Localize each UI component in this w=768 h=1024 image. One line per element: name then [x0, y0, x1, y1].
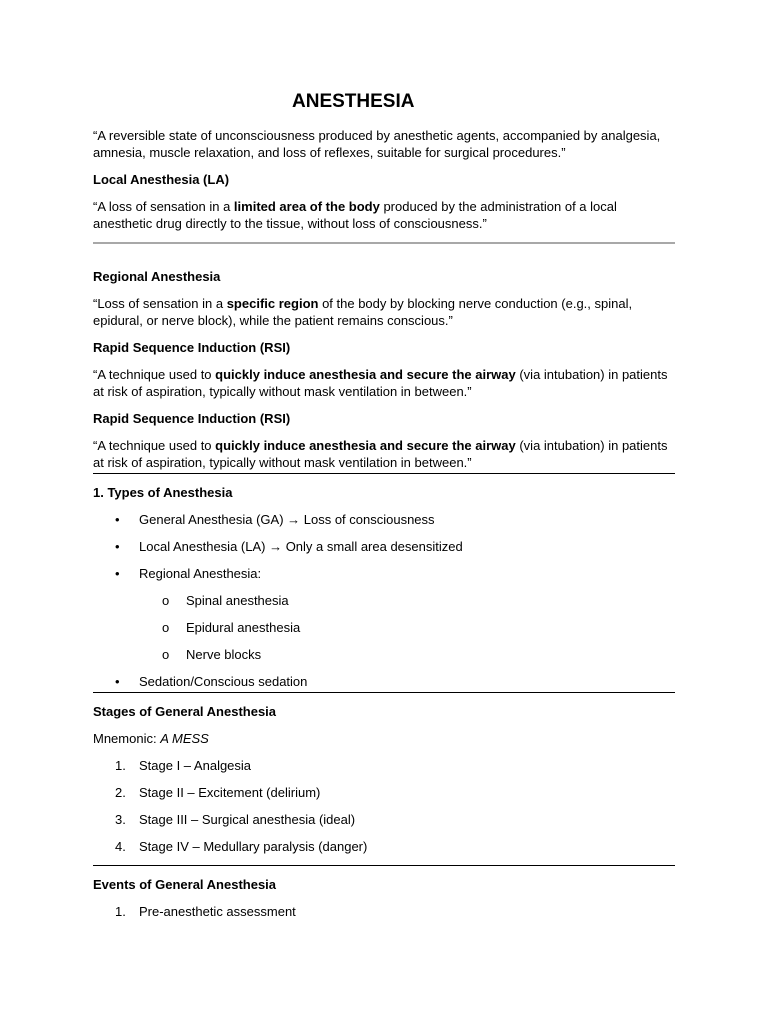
bullet-icon: • [115, 539, 120, 554]
list-item: • Local Anesthesia (LA) → Only a small area desensitized [115, 539, 463, 554]
rsi-heading: Rapid Sequence Induction (RSI) [93, 411, 291, 426]
local-anesthesia-definition: “A loss of sensation in a limited area of the body produced by the administration of a local anesthetic drug directly to the tissue, without loss of consciousness.” [93, 199, 617, 231]
circle-bullet-icon: o [162, 620, 170, 635]
sub-list-item: o Spinal anesthesia [162, 593, 289, 608]
sub-list-item: o Epidural anesthesia [162, 620, 301, 635]
section-divider [93, 865, 675, 866]
circle-bullet-icon: o [162, 593, 170, 608]
rsi-definition: “A technique used to quickly induce anesthesia and secure the airway (via intubation) in patients at risk of aspiration, typically without mask ventilation in between.” [93, 367, 668, 399]
list-item: • General Anesthesia (GA) → Loss of consciousness [115, 512, 435, 527]
list-item: • Regional Anesthesia: [115, 566, 262, 581]
section-divider [93, 473, 675, 474]
document-body [93, 88, 675, 930]
list-item: 2. Stage II – Excitement (delirium) [115, 785, 321, 800]
bullet-icon: • [115, 512, 120, 527]
circle-bullet-icon: o [162, 647, 170, 662]
bullet-icon: • [115, 674, 120, 689]
events-heading: Events of General Anesthesia [93, 877, 277, 892]
sub-list-item: o Nerve blocks [162, 647, 262, 662]
page-title: ANESTHESIA [292, 91, 415, 112]
bullet-icon: • [115, 566, 120, 581]
section-divider [93, 242, 675, 244]
regional-anesthesia-heading: Regional Anesthesia [93, 269, 221, 284]
regional-anesthesia-definition: “Loss of sensation in a specific region of the body by blocking nerve conduction (e.g., spinal, epidural, or nerve block), while the patient remains conscious.” [93, 296, 633, 328]
types-heading: 1. Types of Anesthesia [93, 485, 233, 500]
list-item: 3. Stage III – Surgical anesthesia (ideal) [115, 812, 356, 827]
list-item: 4. Stage IV – Medullary paralysis (danger) [115, 839, 368, 854]
mnemonic: Mnemonic: A MESS [93, 731, 209, 746]
list-item: 1. Stage I – Analgesia [115, 758, 252, 773]
stages-heading: Stages of General Anesthesia [93, 704, 277, 719]
list-item: • Sedation/Conscious sedation [115, 674, 308, 689]
list-item: 1. Pre-anesthetic assessment [115, 904, 296, 919]
rsi-heading: Rapid Sequence Induction (RSI) [93, 340, 291, 355]
rsi-definition: “A technique used to quickly induce anesthesia and secure the airway (via intubation) in patients at risk of aspiration, typically without mask ventilation in between.” [93, 438, 668, 470]
anesthesia-definition: “A reversible state of unconsciousness produced by anesthetic agents, accompanied by analgesia, amnesia, muscle relaxation, and loss of reflexes, suitable for surgical procedures.” [93, 128, 661, 160]
section-divider [93, 692, 675, 693]
local-anesthesia-heading: Local Anesthesia (LA) [93, 172, 230, 187]
